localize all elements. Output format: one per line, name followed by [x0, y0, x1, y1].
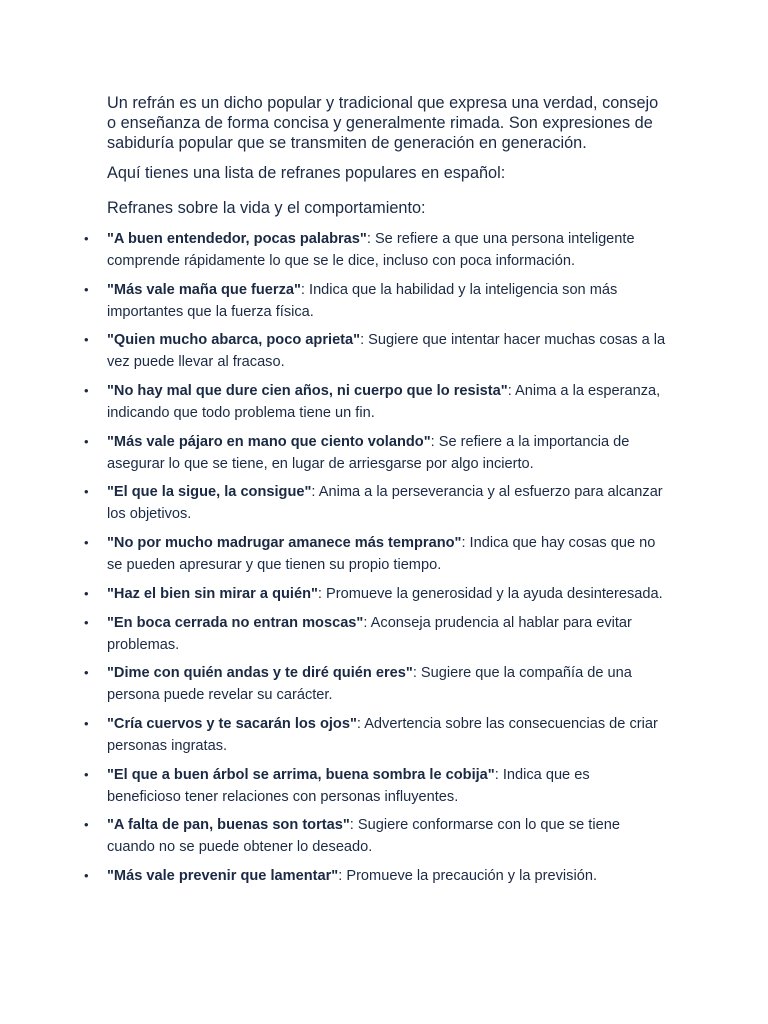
lead-paragraph: Aquí tienes una lista de refranes populares en español:: [107, 164, 506, 182]
refran-meaning: : Advertencia sobre las consecuencias de criar personas ingratas.: [107, 715, 658, 754]
refran-meaning: : Sugiere que la compañía de una persona puede revelar su carácter.: [107, 665, 632, 704]
refran-saying: "Dime con quién andas y te diré quién eres": [107, 665, 413, 682]
refran-meaning: : Anima a la perseverancia y al esfuerzo para alcanzar los objetivos.: [107, 484, 663, 523]
refran-saying: "El que la sigue, la consigue": [107, 484, 312, 501]
bullet: •: [84, 332, 89, 348]
bullet: •: [84, 867, 89, 883]
refran-saying: "El que a buen árbol se arrima, buena sombra le cobija": [107, 766, 495, 783]
refran-meaning: : Indica que es beneficioso tener relaciones con personas influyentes.: [107, 766, 590, 805]
refran-saying: "No por mucho madrugar amanece más temprano": [107, 535, 462, 552]
refran-saying: "Más vale maña que fuerza": [107, 281, 301, 298]
list-item: [84, 228, 667, 272]
refran-saying: "No hay mal que dure cien años, ni cuerpo que lo resista": [107, 383, 508, 400]
list-item: [84, 431, 667, 475]
refran-meaning: : Sugiere conformarse con lo que se tiene cuando no se puede obtener lo deseado.: [107, 817, 620, 856]
list-item: [84, 764, 667, 808]
refran-saying: "Más vale prevenir que lamentar": [107, 867, 339, 884]
bullet: •: [84, 281, 89, 297]
list-item: [84, 612, 667, 656]
list-item: [84, 814, 667, 858]
refran-saying: "A falta de pan, buenas son tortas": [107, 817, 350, 834]
refran-saying: "Cría cuervos y te sacarán los ojos": [107, 715, 357, 732]
list-item: [84, 532, 667, 576]
list-item: [84, 662, 667, 706]
list-item: [84, 279, 667, 323]
bullet: •: [84, 484, 89, 500]
refran-meaning: : Promueve la precaución y la previsión.: [338, 867, 597, 884]
document-body: [84, 93, 667, 894]
refran-saying: "Quien mucho abarca, poco aprieta": [107, 332, 361, 349]
refran-meaning: : Sugiere que intentar hacer muchas cosas a la vez puede llevar al fracaso.: [107, 332, 666, 371]
bullet: •: [84, 665, 89, 681]
bullet: •: [84, 715, 89, 731]
bullet: •: [84, 766, 89, 782]
section-heading: Refranes sobre la vida y el comportamiento:: [107, 199, 426, 217]
bullet: •: [84, 585, 89, 601]
bullet: •: [84, 383, 89, 399]
bullet: •: [84, 433, 89, 449]
refran-meaning: : Se refiere a la importancia de asegurar lo que se tiene, en lugar de arriesgarse por algo incierto.: [107, 433, 630, 472]
refran-meaning: : Se refiere a que una persona inteligente comprende rápidamente lo que se le dice, incluso con poca información.: [107, 231, 635, 269]
refran-meaning: : Aconseja prudencia al hablar para evitar problemas.: [107, 614, 632, 653]
list-item: [84, 865, 667, 887]
list-item: [84, 583, 667, 605]
refran-meaning: : Promueve la generosidad y la ayuda desinteresada.: [317, 585, 663, 602]
refran-meaning: : Indica que hay cosas que no se pueden apresurar y que tienen su propio tiempo.: [107, 535, 656, 574]
refran-saying: "A buen entendedor, pocas palabras": [107, 231, 367, 247]
refranes-list: [84, 228, 667, 887]
list-item: [84, 481, 667, 525]
refran-saying: "En boca cerrada no entran moscas": [107, 614, 364, 631]
list-item: [84, 380, 667, 424]
bullet: •: [84, 817, 89, 833]
bullet: •: [84, 614, 89, 630]
list-item: [84, 713, 667, 757]
bullet: •: [84, 535, 89, 551]
refran-meaning: : Anima a la esperanza, indicando que todo problema tiene un fin.: [107, 383, 661, 422]
refran-saying: "Más vale pájaro en mano que ciento volando": [107, 433, 431, 450]
refran-saying: "Haz el bien sin mirar a quién": [107, 585, 318, 602]
list-item: [84, 329, 667, 373]
refran-meaning: : Indica que la habilidad y la inteligencia son más importantes que la fuerza física.: [107, 281, 618, 320]
bullet: •: [84, 231, 89, 246]
intro-paragraph: Un refrán es un dicho popular y tradicional que expresa una verdad, consejo o enseñanza de forma concisa y generalmente rimada. Son expresiones de sabiduría popular que se transmiten de generación en generación.: [107, 94, 659, 152]
